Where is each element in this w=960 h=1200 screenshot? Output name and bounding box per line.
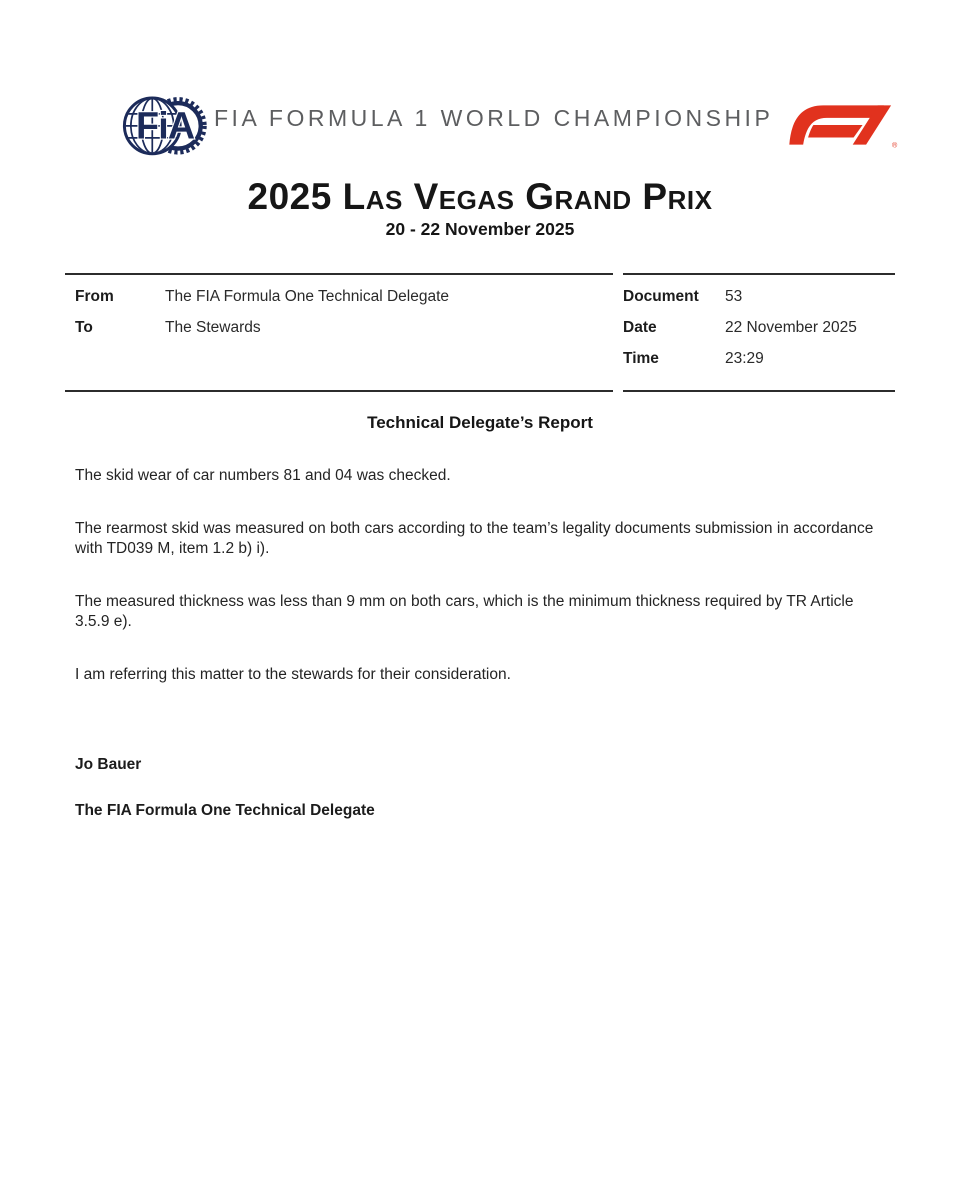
event-title: 2025 Las Vegas Grand Prix	[247, 176, 713, 217]
meta-from-to-table	[65, 273, 613, 392]
meta-row-to	[65, 319, 613, 337]
meta-doc-table	[623, 273, 895, 392]
report-body	[0, 433, 960, 685]
report-heading: Technical Delegate’s Report	[367, 413, 593, 432]
signature-title: The FIA Formula One Technical Delegate	[75, 802, 375, 819]
date-value: 22 November 2025	[725, 319, 857, 336]
from-value: The FIA Formula One Technical Delegate	[165, 288, 450, 305]
f1-logo-f-bar	[808, 125, 862, 138]
report-paragraph-2: The rearmost skid was measured on both cars according to the team’s legality documents submission in accordance with TD039 M, item 1.2 b) i).	[75, 520, 874, 557]
report-paragraph-4: I am referring this matter to the stewards for their consideration.	[75, 666, 511, 683]
report-paragraph-3: The measured thickness was less than 9 mm on both cars, which is the minimum thickness required by TR Article 3.5.9 e).	[75, 593, 854, 630]
from-label: From	[75, 288, 114, 305]
championship-title: FIA FORMULA 1 WORLD CHAMPIONSHIP	[214, 104, 774, 131]
time-label: Time	[623, 350, 659, 367]
to-label: To	[75, 319, 93, 336]
report-paragraph-1: The skid wear of car numbers 81 and 04 was checked.	[75, 467, 451, 484]
time-value: 23:29	[725, 350, 764, 367]
f1-registered-mark: ®	[892, 141, 898, 150]
meta-row-document	[623, 288, 895, 306]
f1-logo-icon	[781, 100, 903, 150]
document-value: 53	[725, 288, 743, 305]
meta-row-time	[623, 350, 895, 368]
meta-section	[65, 273, 895, 392]
fia-logo-letters: FiA	[136, 104, 195, 147]
event-date-range: 20 - 22 November 2025	[385, 219, 575, 239]
to-value: The Stewards	[165, 319, 261, 336]
document-label: Document	[623, 288, 699, 305]
date-label: Date	[623, 319, 657, 336]
signature-name: Jo Bauer	[75, 756, 142, 773]
meta-row-from	[65, 288, 613, 306]
meta-row-date	[623, 319, 895, 337]
fia-logo-icon	[118, 88, 214, 162]
masthead	[0, 0, 960, 162]
